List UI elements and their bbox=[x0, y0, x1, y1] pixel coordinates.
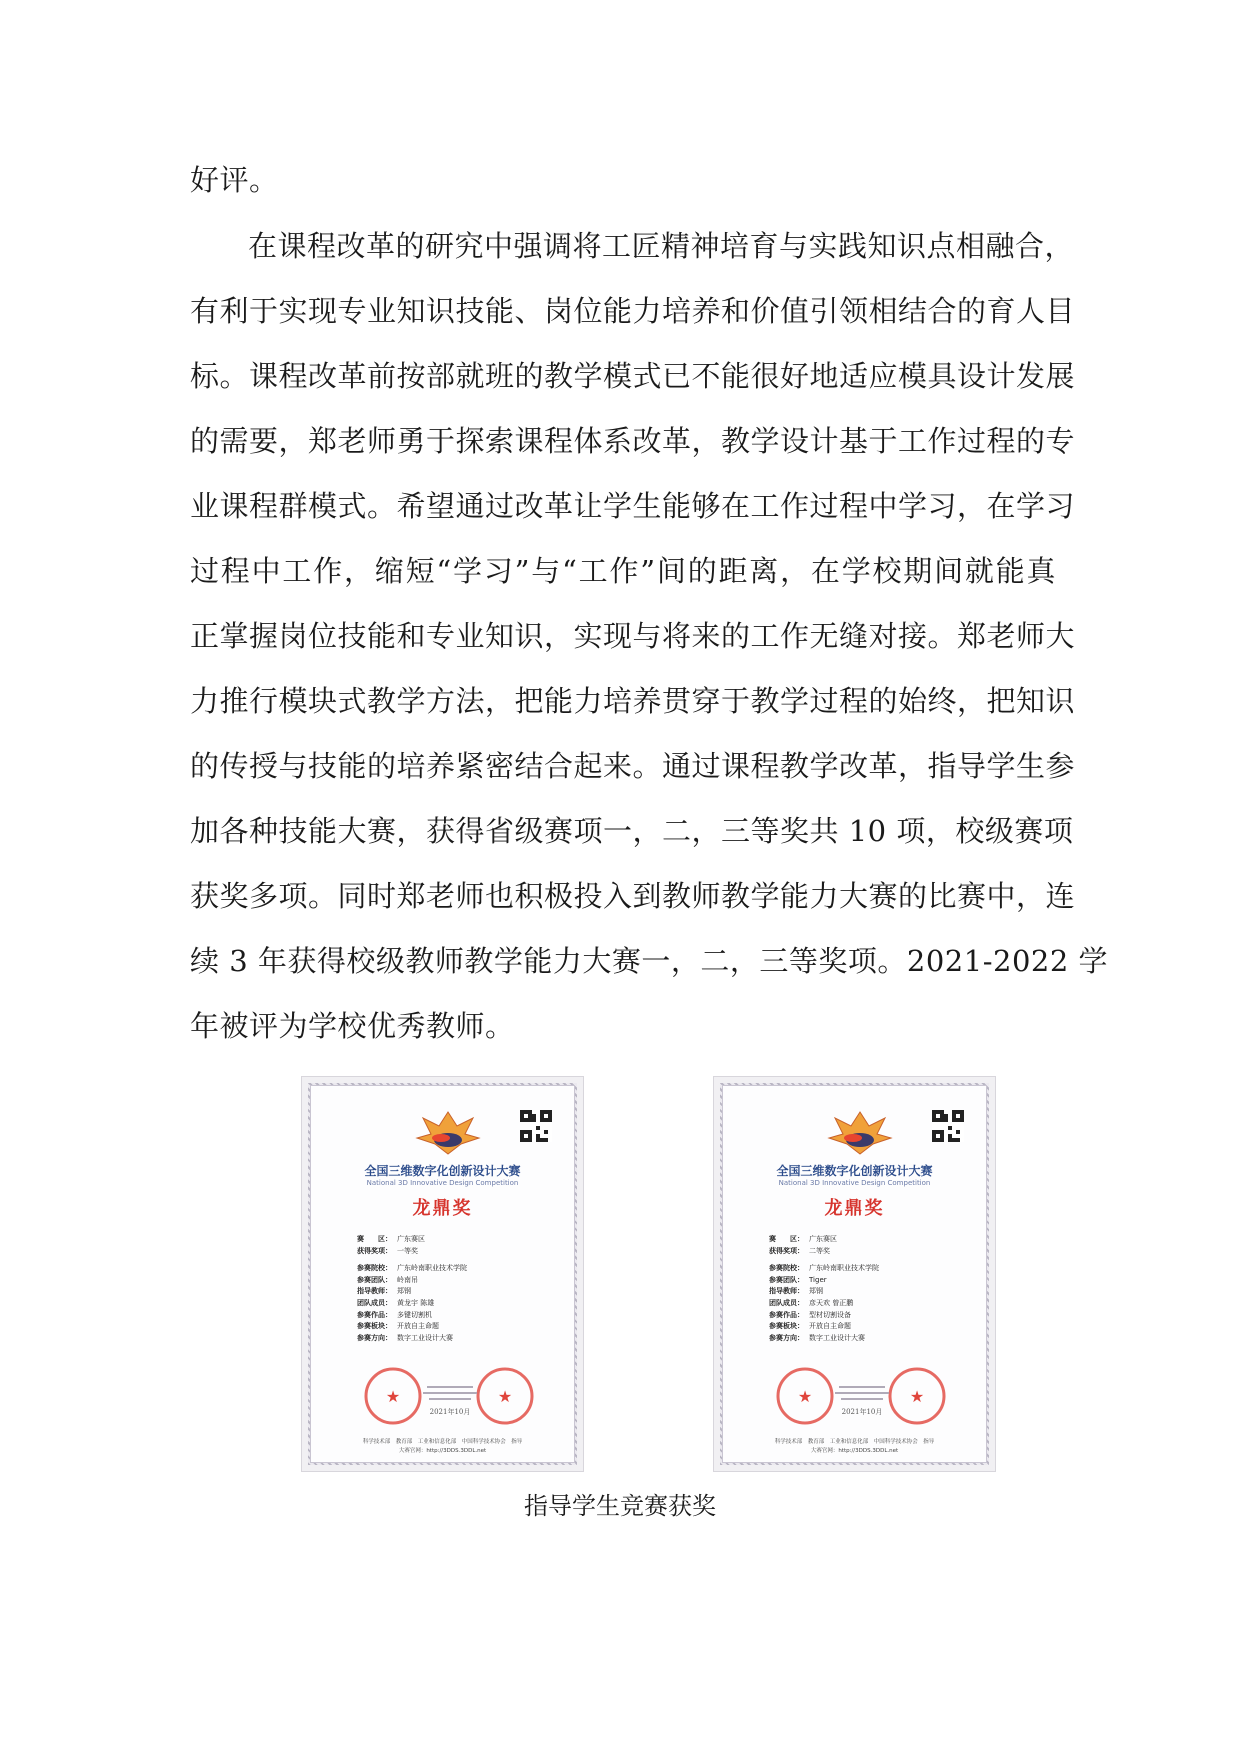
text-line: 年被评为学校优秀教师。 bbox=[190, 1009, 515, 1043]
field-teacher: 指导教师： 郑钢 bbox=[357, 1287, 411, 1296]
text-line: 业课程群模式。希望通过改革让学生能够在工作过程中学习，在学习 bbox=[190, 489, 1076, 523]
field-team: 参赛团队： Tiger bbox=[769, 1275, 827, 1284]
dragon-logo-icon bbox=[825, 1108, 895, 1158]
text-line: 续 3 年获得校级教师教学能力大赛一，二，三等奖项。2021-2022 学 bbox=[190, 944, 1109, 978]
award-name: 龙鼎奖 bbox=[824, 1198, 885, 1219]
certificate-paper bbox=[310, 1085, 575, 1463]
text-line: 获奖多项。同时郑老师也积极投入到教师教学能力大赛的比赛中，连 bbox=[190, 879, 1076, 913]
text-line: 过程中工作，缩短“学习”与“工作”间的距离，在学校期间就能真 bbox=[190, 554, 1056, 588]
svg-text:★: ★ bbox=[497, 1387, 513, 1406]
text-line: 正掌握岗位技能和专业知识，实现与将来的工作无缝对接。郑老师大 bbox=[190, 619, 1076, 653]
text-line: 标。课程改革前按部就班的教学模式已不能很好地适应模具设计发展 bbox=[190, 359, 1076, 393]
field-teacher: 指导教师： 郑钢 bbox=[769, 1287, 823, 1296]
field-school: 参赛院校： 广东岭南职业技术学院 bbox=[769, 1264, 879, 1273]
official-seals-icon bbox=[355, 1366, 545, 1426]
svg-text:★: ★ bbox=[909, 1387, 925, 1406]
certificate-paper bbox=[722, 1085, 987, 1463]
svg-text:2021年10月: 2021年10月 bbox=[841, 1408, 883, 1416]
svg-text:★: ★ bbox=[385, 1387, 401, 1406]
field-school: 参赛院校： 广东岭南职业技术学院 bbox=[357, 1264, 467, 1273]
field-category: 参赛板块： 开放自主命题 bbox=[357, 1322, 439, 1331]
text-line: 加各种技能大赛，获得省级赛项一，二，三等奖共 10 项，校级赛项 bbox=[190, 814, 1074, 848]
certificate-footer: 科学技术部 教育部 工业和信息化部 中国科学技术协会 指导 大赛官网：http://3DDS.3DDL.net bbox=[774, 1439, 935, 1454]
field-award: 获得奖项： 二等奖 bbox=[769, 1246, 830, 1255]
dragon-logo-icon bbox=[413, 1108, 483, 1158]
field-members: 团队成员： 彦天欢 曾正鹏 bbox=[769, 1298, 854, 1307]
official-seals-icon bbox=[767, 1366, 957, 1426]
field-direction: 参赛方向： 数字工业设计大赛 bbox=[357, 1333, 453, 1342]
field-award: 获得奖项： 一等奖 bbox=[357, 1246, 418, 1255]
certificate-subtitle: National 3D Innovative Design Competition bbox=[366, 1179, 519, 1187]
certificate-fields bbox=[357, 1234, 467, 1344]
field-work: 参赛作品： 型材切割设备 bbox=[769, 1310, 851, 1319]
field-direction: 参赛方向： 数字工业设计大赛 bbox=[769, 1333, 865, 1342]
text-line: 力推行模块式教学方法，把能力培养贯穿于教学过程的始终，把知识 bbox=[190, 684, 1076, 718]
text-line: 好评。 bbox=[190, 163, 279, 197]
figure-caption: 指导学生竞赛获奖 bbox=[524, 1492, 716, 1520]
qr-code-icon bbox=[520, 1110, 552, 1142]
certificate-image-2 bbox=[713, 1076, 996, 1472]
field-team: 参赛团队： 岭南吊 bbox=[357, 1275, 418, 1284]
svg-text:★: ★ bbox=[797, 1387, 813, 1406]
svg-text:2021年10月: 2021年10月 bbox=[429, 1408, 471, 1416]
qr-code-icon bbox=[932, 1110, 964, 1142]
certificate-title: 全国三维数字化创新设计大赛 bbox=[776, 1164, 933, 1178]
field-region: 赛 区： 广东赛区 bbox=[769, 1235, 837, 1243]
text-line: 有利于实现专业知识技能、岗位能力培养和价值引领相结合的育人目 bbox=[190, 294, 1076, 328]
certificate-image-1 bbox=[301, 1076, 584, 1472]
field-category: 参赛板块： 开放自主命题 bbox=[769, 1322, 851, 1331]
field-work: 参赛作品： 多键切割机 bbox=[357, 1310, 432, 1319]
certificate-subtitle: National 3D Innovative Design Competition bbox=[778, 1179, 931, 1187]
field-members: 团队成员： 黄龙宇 陈雄 bbox=[357, 1298, 435, 1307]
award-name: 龙鼎奖 bbox=[412, 1198, 473, 1219]
certificate-footer: 科学技术部 教育部 工业和信息化部 中国科学技术协会 指导 大赛官网：http://3DDS.3DDL.net bbox=[362, 1439, 523, 1454]
text-line: 的需要，郑老师勇于探索课程体系改革，教学设计基于工作过程的专 bbox=[190, 424, 1076, 458]
text-line: 在课程改革的研究中强调将工匠精神培育与实践知识点相融合， bbox=[248, 229, 1075, 263]
text-line: 的传授与技能的培养紧密结合起来。通过课程教学改革，指导学生参 bbox=[190, 749, 1076, 783]
certificate-fields bbox=[769, 1234, 879, 1344]
field-region: 赛 区： 广东赛区 bbox=[357, 1235, 425, 1243]
certificate-title: 全国三维数字化创新设计大赛 bbox=[364, 1164, 521, 1178]
